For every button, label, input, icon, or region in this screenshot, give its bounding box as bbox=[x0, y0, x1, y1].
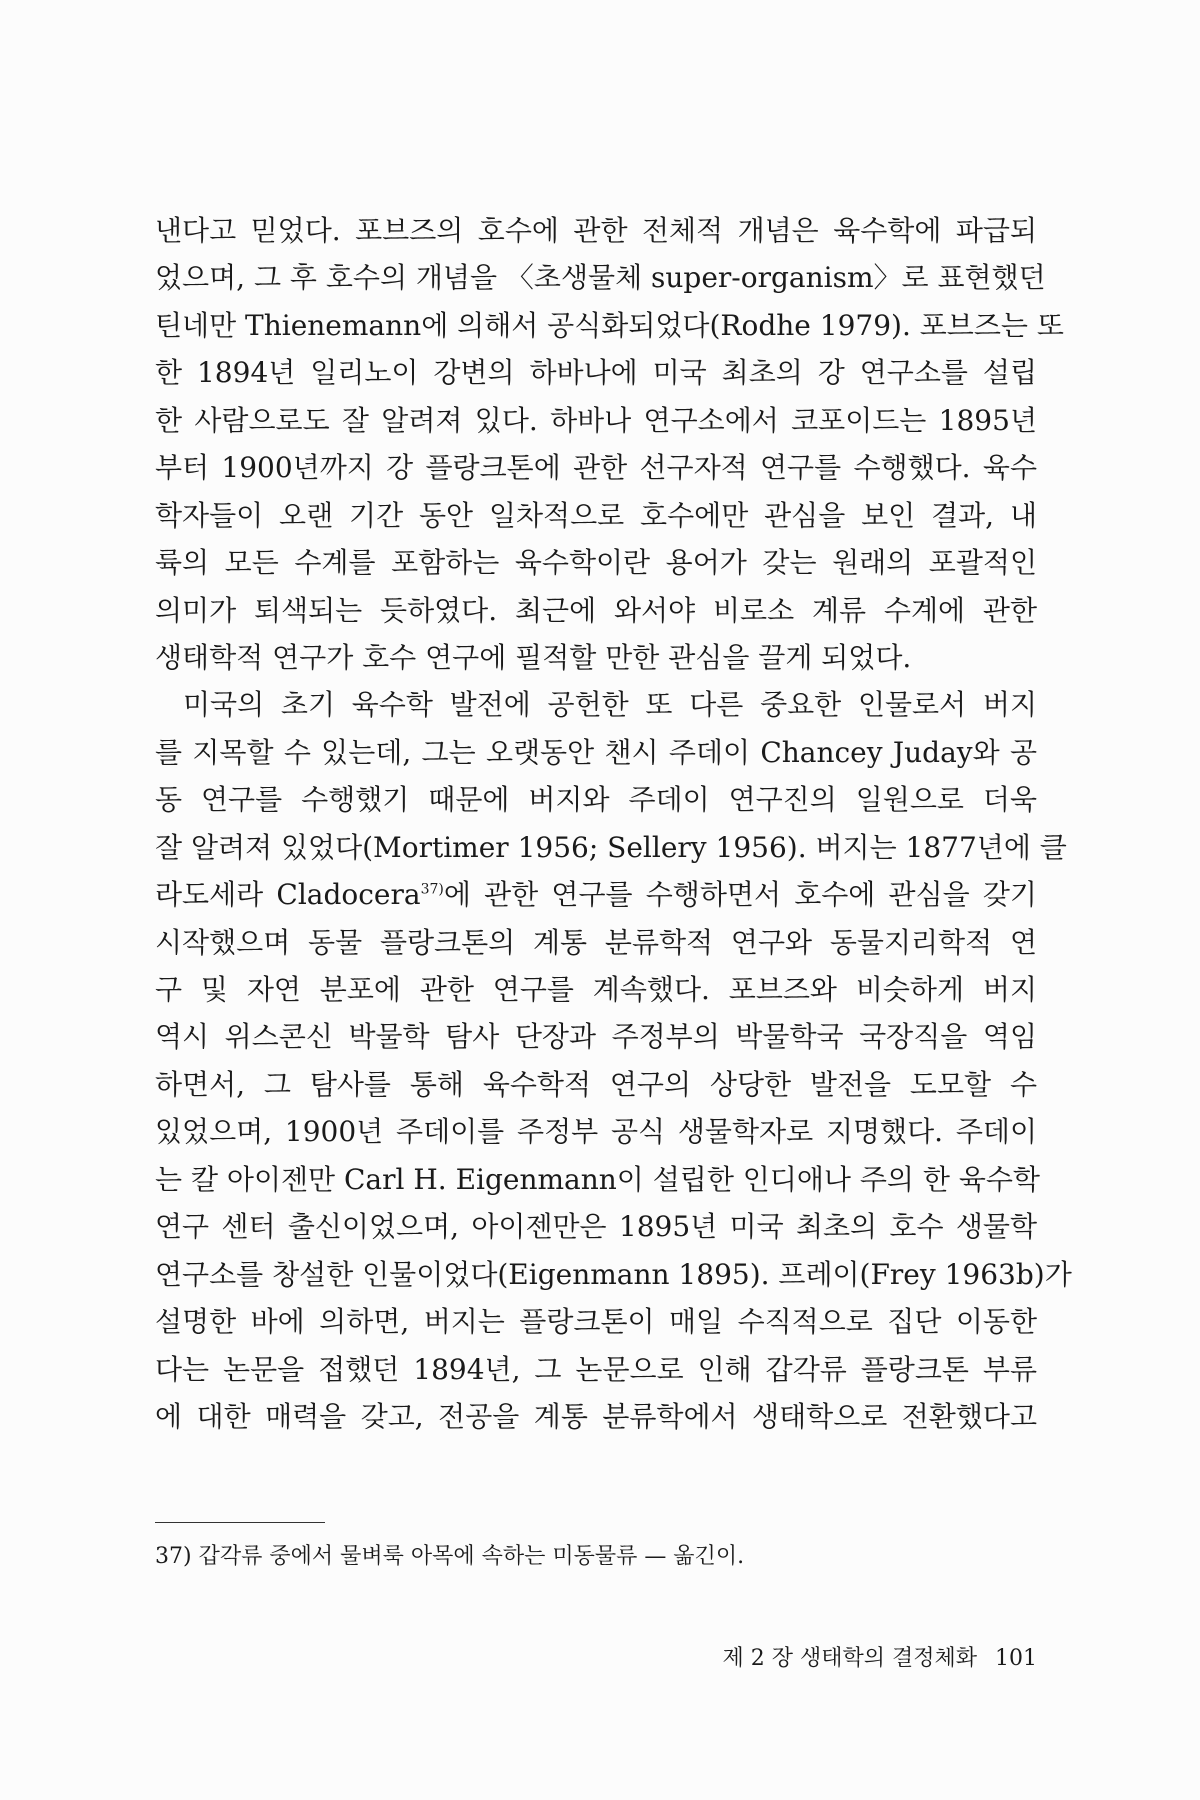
text-line: 있었으며, 1900년 주데이를 주정부 공식 생물학자로 지명했다. 주데이 bbox=[155, 1115, 1037, 1149]
text-line: 의미가 퇴색되는 듯하였다. 최근에 와서야 비로소 계류 수계에 관한 bbox=[155, 593, 1037, 627]
footnote-reference[interactable]: 37) bbox=[420, 881, 444, 898]
text-line: 학자들이 오랜 기간 동안 일차적으로 호수에만 관심을 보인 결과, 내 bbox=[155, 498, 1037, 532]
text-line: 륙의 모든 수계를 포함하는 육수학이란 용어가 갖는 원래의 포괄적인 bbox=[155, 546, 1037, 580]
text-line: 한 1894년 일리노이 강변의 하바나에 미국 최초의 강 연구소를 설립 bbox=[155, 356, 1037, 390]
text-line: 설명한 바에 의하면, 버지는 플랑크톤이 매일 수직적으로 집단 이동한 bbox=[155, 1305, 1037, 1339]
footnote: 37) 갑각류 중에서 물벼룩 아목에 속하는 미동물류 — 옮긴이. bbox=[155, 1544, 745, 1569]
text-line: 하면서, 그 탐사를 통해 육수학적 연구의 상당한 발전을 도모할 수 bbox=[155, 1067, 1037, 1101]
text-line: 잘 알려져 있었다(Mortimer 1956; Sellery 1956). 버지는 1877년에 클 bbox=[155, 830, 1067, 864]
text-line: 연구소를 창설한 인물이었다(Eigenmann 1895). 프레이(Frey 1963b)가 bbox=[155, 1257, 1072, 1291]
text-line: 는 칼 아이젠만 Carl H. Eigenmann이 설립한 인디애나 주의 한 육수학 bbox=[155, 1162, 1040, 1196]
text-line: 틴네만 Thienemann에 의해서 공식화되었다(Rodhe 1979). 포브즈는 또 bbox=[155, 308, 1064, 342]
body-text bbox=[155, 207, 1072, 1440]
text-segment: 라도세라 Cladocera bbox=[155, 878, 421, 912]
text-line: 낸다고 믿었다. 포브즈의 호수에 관한 전체적 개념은 육수학에 파급되 bbox=[155, 214, 1037, 247]
text-line: 연구 센터 출신이었으며, 아이젠만은 1895년 미국 최초의 호수 생물학 bbox=[155, 1210, 1037, 1244]
text-line: 역시 위스콘신 박물학 탐사 단장과 주정부의 박물학국 국장직을 역임 bbox=[155, 1020, 1037, 1054]
text-line: 생태학적 연구가 호수 연구에 필적할 만한 관심을 끌게 되었다. bbox=[155, 640, 912, 674]
text-line: 었으며, 그 후 호수의 개념을 〈초생물체 super-organism〉로 표현했던 bbox=[155, 261, 1046, 295]
text-line: 시작했으며 동물 플랑크톤의 계통 분류학적 연구와 동물지리학적 연 bbox=[155, 925, 1037, 959]
page-number: 101 bbox=[995, 1646, 1037, 1671]
text-line: 구 및 자연 분포에 관한 연구를 계속했다. 포브즈와 비슷하게 버지 bbox=[155, 973, 1037, 1006]
page-footer bbox=[723, 1642, 1038, 1676]
text-line: 다는 논문을 접했던 1894년, 그 논문으로 인해 갑각류 플랑크톤 부류 bbox=[155, 1352, 1037, 1386]
text-line-with-note bbox=[155, 871, 1037, 918]
text-line: 동 연구를 수행했기 때문에 버지와 주데이 연구진의 일원으로 더욱 bbox=[155, 783, 1037, 817]
text-line: 부터 1900년까지 강 플랑크톤에 관한 선구자적 연구를 수행했다. 육수 bbox=[155, 451, 1037, 485]
text-line: 미국의 초기 육수학 발전에 공헌한 또 다른 중요한 인물로서 버지 bbox=[183, 688, 1037, 722]
footnote-divider bbox=[155, 1522, 325, 1523]
text-line: 에 대한 매력을 갖고, 전공을 계통 분류학에서 생태학으로 전환했다고 bbox=[155, 1399, 1037, 1433]
text-segment: 에 관한 연구를 수행하면서 호수에 관심을 갖기 bbox=[443, 878, 1037, 912]
text-line: 한 사람으로도 잘 알려져 있다. 하바나 연구소에서 코포이드는 1895년 bbox=[155, 403, 1037, 437]
text-line: 를 지목할 수 있는데, 그는 오랫동안 챈시 주데이 Chancey Juday와 공 bbox=[155, 735, 1037, 769]
running-head-chapter: 제 2 장 생태학의 결정체화 bbox=[722, 1646, 977, 1671]
